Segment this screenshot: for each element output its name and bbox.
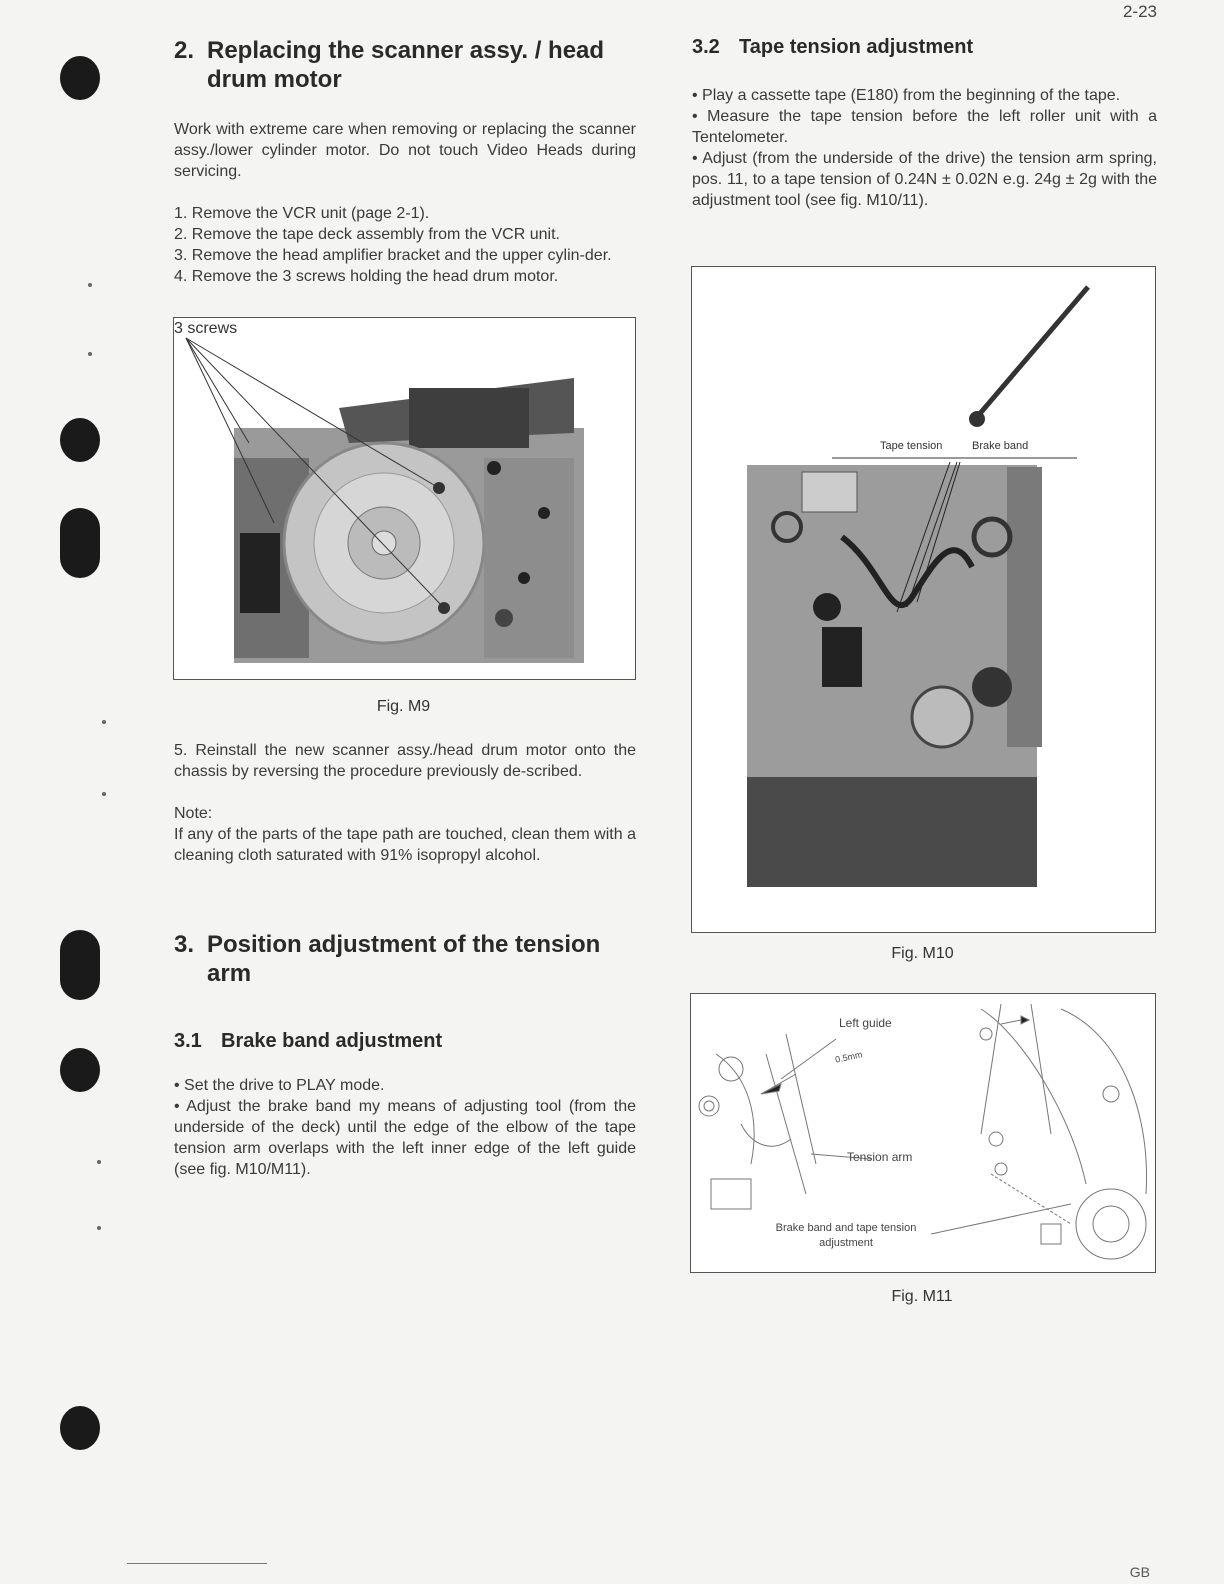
adjustment-label-line2: adjustment <box>819 1237 873 1249</box>
section-3-heading <box>174 930 636 988</box>
bullet: • Measure the tape tension before the left roller unit with a Tentelometer. <box>692 108 1157 146</box>
page-number: 2-23 <box>1122 2 1157 21</box>
figure-m10 <box>691 266 1156 933</box>
section-number: 3. <box>174 931 195 958</box>
binder-hole <box>60 418 100 462</box>
bullet: • Set the drive to PLAY mode. <box>174 1077 385 1094</box>
adjustment-label <box>761 1221 931 1251</box>
screws-label: 3 screws <box>174 320 238 337</box>
speck <box>97 1226 101 1230</box>
footer-rule <box>127 1563 267 1564</box>
step-item: 2. Remove the tape deck assembly from the VCR unit. <box>174 226 560 243</box>
bullet: • Play a cassette tape (E180) from the beginning of the tape. <box>692 87 1121 104</box>
step-item: 1. Remove the VCR unit (page 2-1). <box>174 205 430 222</box>
left-column <box>174 36 636 287</box>
speck <box>88 283 92 287</box>
figure-m11 <box>690 993 1156 1273</box>
intro-paragraph: Work with extreme care when removing or replacing the scanner assy./lower cylinder motor. Do not touch Video Heads during servicing. <box>174 121 636 180</box>
section-title-line1: Position adjustment of the tension <box>207 931 601 958</box>
tape-deck-photo <box>692 267 1155 932</box>
footer-language: GB <box>1129 1564 1150 1580</box>
section-3-block <box>174 930 636 1180</box>
section-3-2-heading <box>692 36 1157 59</box>
bullet: • Adjust (from the underside of the drive) the tension arm spring, pos. 11, to a tape tension of 0.24N ± 0.02N e.g. 24g ± 2g with the adjustment tool (see fig. M10/11). <box>692 150 1157 209</box>
right-column <box>692 36 1157 211</box>
section-3-1-heading <box>174 1030 636 1053</box>
figure-m10-caption: Fig. M10 <box>891 945 954 962</box>
left-lower <box>174 740 636 866</box>
section-2-heading <box>174 36 636 94</box>
figure-m11-caption: Fig. M11 <box>891 1288 953 1305</box>
section-title-line1: Replacing the scanner assy. / head <box>207 37 605 64</box>
adjustment-label-line1: Brake band and tape tension <box>775 1222 917 1234</box>
bullet: • Adjust the brake band my means of adjusting tool (from the underside of the deck) until the edge of the elbow of the tape tension arm overlaps with the left inner edge of the left guide (see fig. M10/M11). <box>174 1098 636 1178</box>
section-title-line2: arm <box>207 960 252 987</box>
tension-arm-label: Tension arm <box>847 1150 913 1164</box>
speck <box>102 792 106 796</box>
step-item: 3. Remove the head amplifier bracket and the upper cylin-der. <box>174 247 612 264</box>
left-guide-label: Left guide <box>839 1016 892 1030</box>
scanner-photo <box>174 318 635 679</box>
step-5: 5. Reinstall the new scanner assy./head drum motor onto the chassis by reversing the procedure previously de-scribed. <box>174 742 636 780</box>
section-number: 2. <box>174 37 195 64</box>
section-title-line2: drum motor <box>207 66 342 93</box>
speck <box>97 1160 101 1164</box>
subsection-number: 3.2 <box>692 36 720 58</box>
binder-hole <box>60 508 100 578</box>
binder-hole <box>60 56 100 100</box>
binder-hole <box>60 930 100 1000</box>
figure-m9 <box>173 317 636 680</box>
tape-tension-label: Tape tension <box>880 440 943 452</box>
brake-band-label: Brake band <box>972 440 1029 452</box>
subsection-title: Tape tension adjustment <box>739 36 974 58</box>
speck <box>88 352 92 356</box>
gap-label: 0.5mm <box>834 1049 864 1065</box>
binder-hole <box>60 1048 100 1092</box>
figure-m9-caption: Fig. M9 <box>376 698 431 715</box>
note-title: Note: <box>174 805 213 822</box>
speck <box>102 720 106 724</box>
step-item: 4. Remove the 3 screws holding the head drum motor. <box>174 268 559 285</box>
binder-hole <box>60 1406 100 1450</box>
step-list <box>174 203 636 287</box>
note-text: If any of the parts of the tape path are touched, clean them with a cleaning cloth saturated with 91% isopropyl alcohol. <box>174 826 636 864</box>
subsection-number: 3.1 <box>174 1030 202 1052</box>
subsection-title: Brake band adjustment <box>221 1030 443 1052</box>
